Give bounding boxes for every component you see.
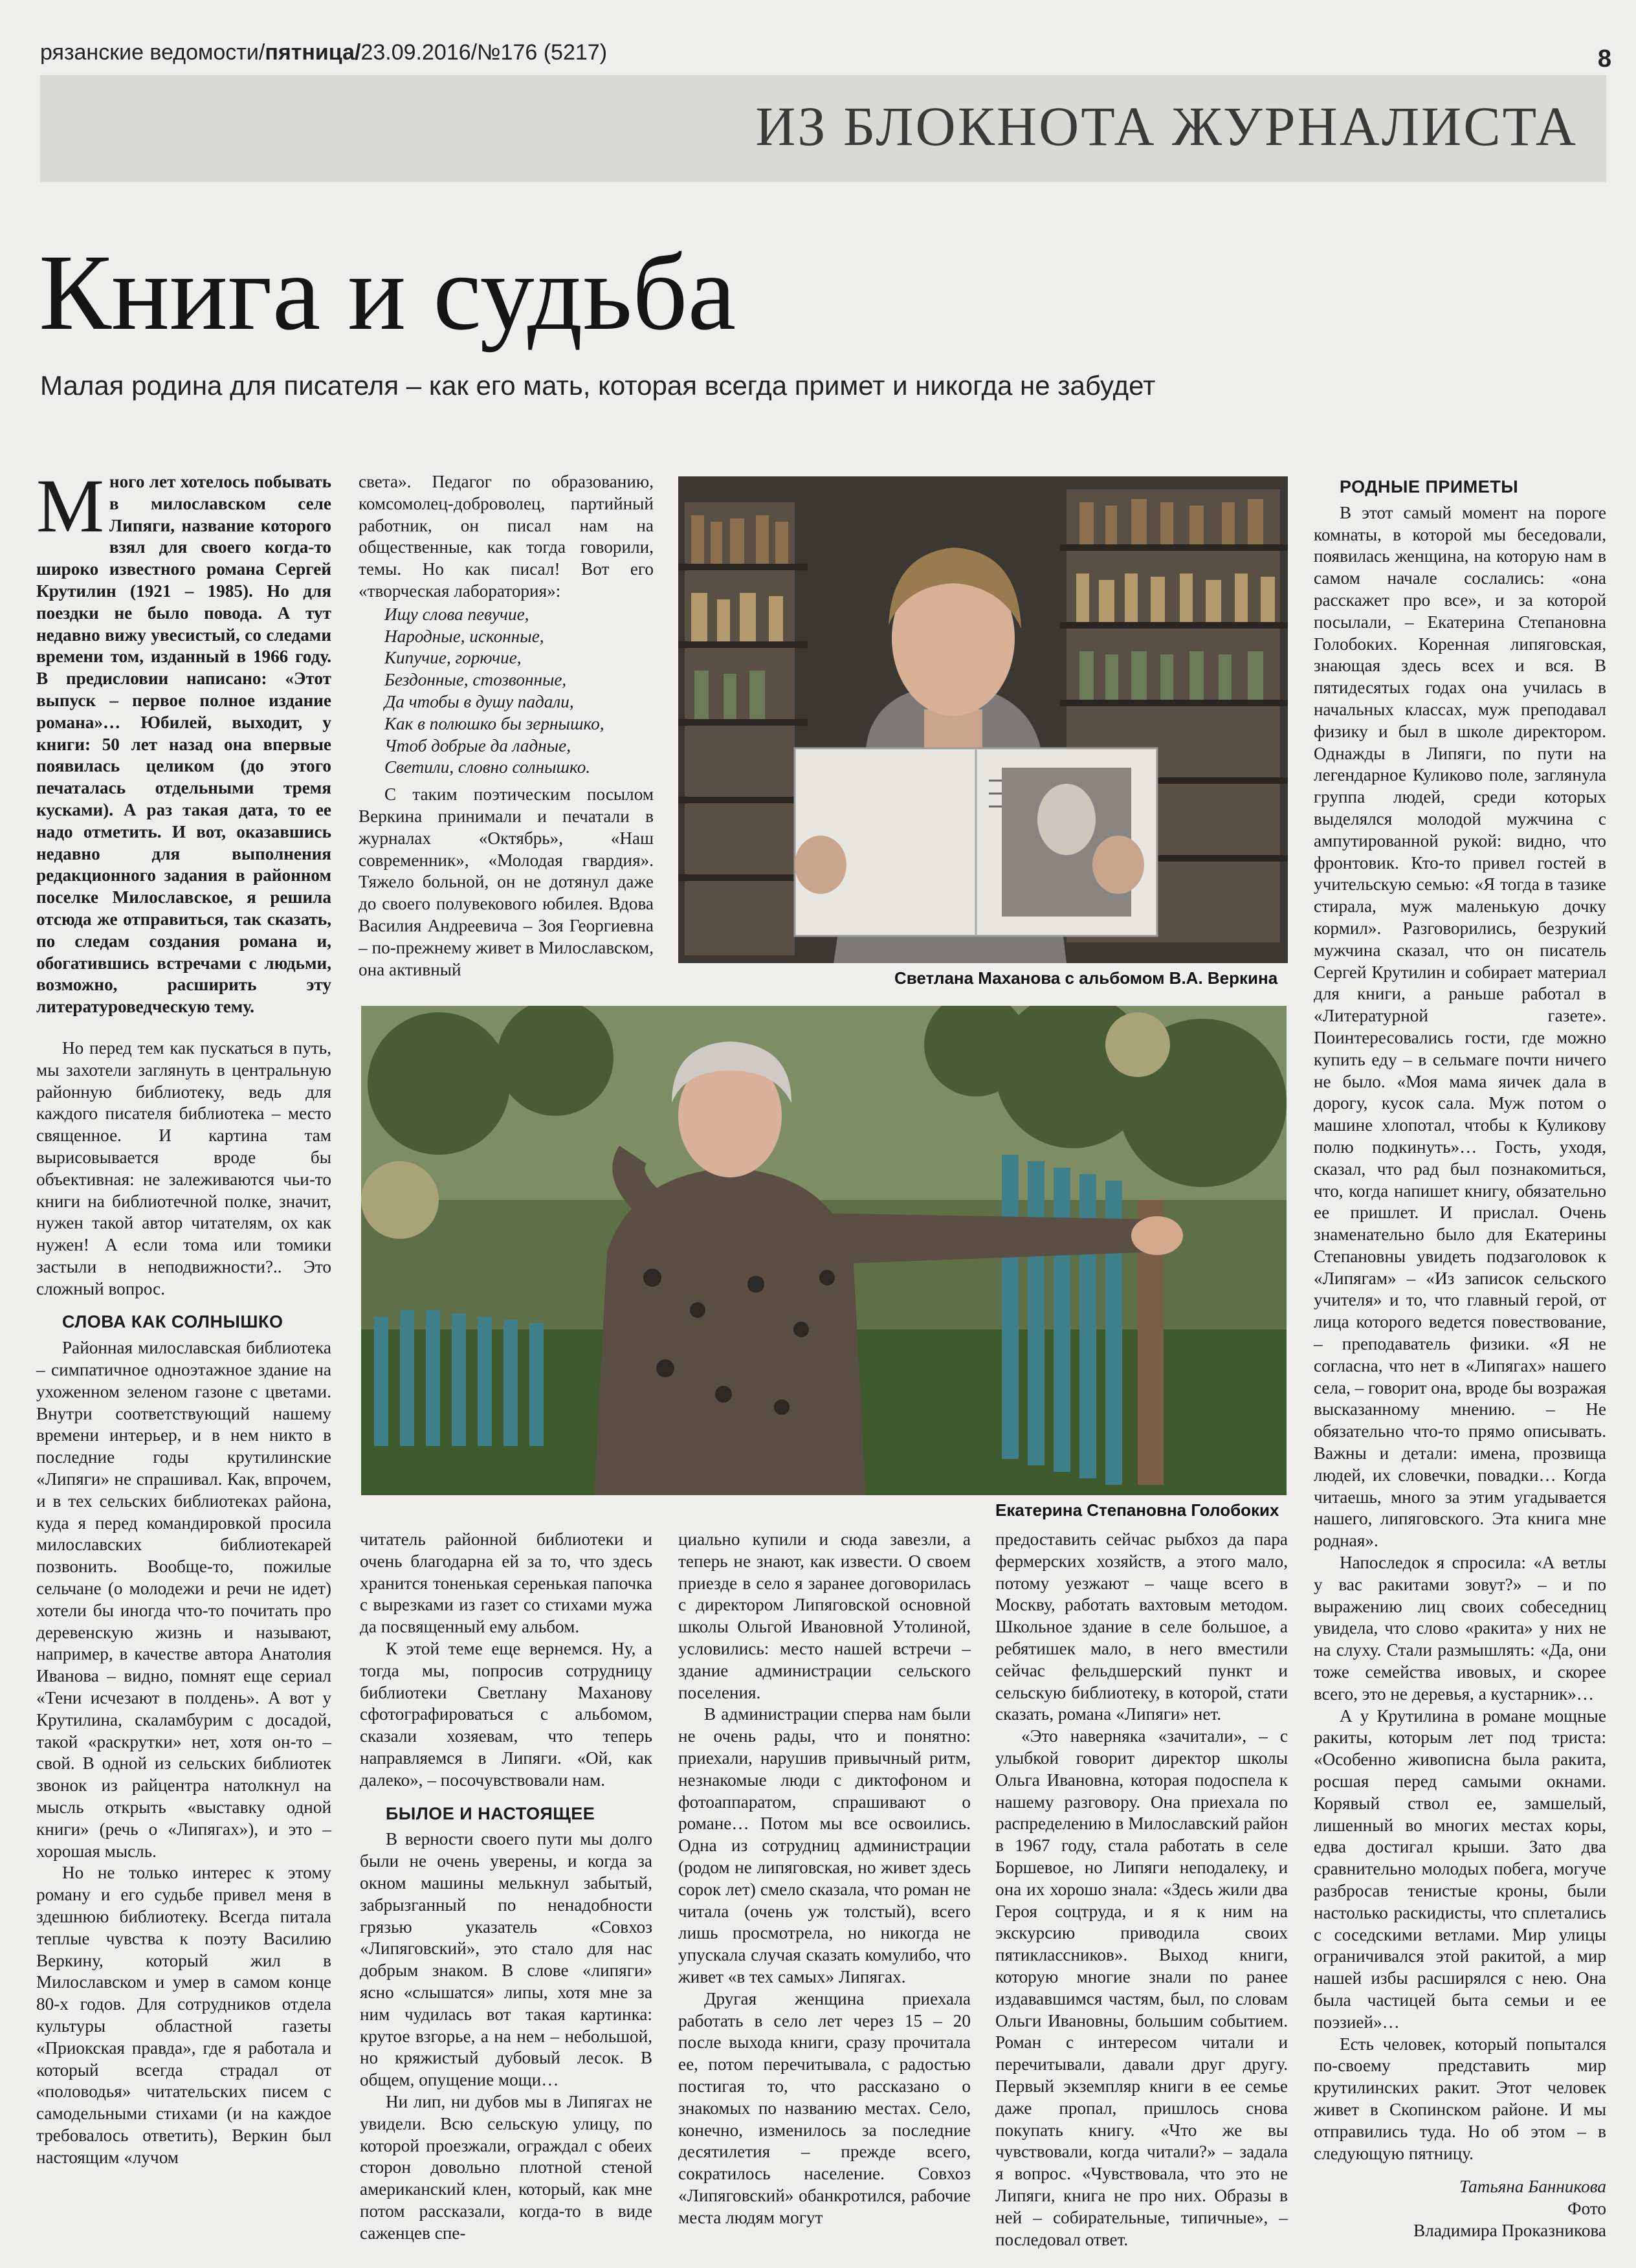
subheading: СЛОВА КАК СОЛНЫШКО: [62, 1312, 283, 1332]
paragraph: читатель районной библиотеки и очень благодарна ей за то, что здесь хранится тоненькая серенькая папочка с вырезками из газет со стихами мужа да посвященный ему альбом.: [360, 1529, 652, 1637]
photo-librarian: [678, 476, 1288, 963]
paragraph: Но перед тем как пускаться в путь, мы захотели заглянуть в центральную районную библиотеку, ведь для каждого писателя библиотека – место священное. И картина там вырисовывается вроде бы объективная: не залеживаются чьи-то книги на библиотечной полке, значит, нужен такой автор читателям, ох как нужен! А если тома или томики застыли в неподвижности?.. Это сложный вопрос.: [36, 1038, 331, 1298]
author-signature: Татьяна Банникова: [1459, 2177, 1606, 2197]
article-subtitle: Малая родина для писателя – как его мать, которая всегда примет и никогда не забудет: [40, 370, 1156, 401]
poem-line: Светили, словно солнышко.: [384, 757, 591, 777]
garden-photo: [361, 1006, 1287, 1495]
paragraph: «Это наверняка «зачитали», – с улыбкой говорит директор школы Ольга Ивановна, которая подоспела к нашему разговору. Она приехала по распределению в Милославский район в 1967 году, стала работать в селе Боршевое, но Липяги неподалеку, и она их хорошо знала: «Здесь жили два Героя соцтруда, и я к ним на экскурсию приводила своих пятиклассников». Выход книги, которую многие знали по ранее издававшимся частям, был, по словам Ольги Ивановны, большим событием. Роман с интересом читали и перечитывали, давали друг другу. Первый экземпляр книги в ее семье даже пропал, пришлось снова покупать книгу. «Что же вы чувствовали, когда читали?» – задала я вопрос. «Чувствовала, что это не Липяги, книга не про них. Образы в ней – собирательные, типичные», – последовал ответ.: [995, 1726, 1288, 2249]
poem-line: Как в полюшко бы зернышко,: [384, 713, 604, 733]
issue-meta: 23.09.2016/№176 (5217): [360, 40, 608, 65]
photo-credit-name: Владимира Проказникова: [1413, 2220, 1606, 2240]
paragraph: Напоследок я спросила: «А ветлы у вас ракитами зовут?» – и по выражению лиц своих собеседниц увидела, что слово «ракита» у них не на слуху. Стали размышлять: «Да, они тоже семейства ивовых, и скорее всего, это не деревья, а кустарник»…: [1314, 1553, 1606, 1704]
poem-line: Ищу слова певучие,: [384, 604, 529, 624]
lead-text: ного лет хотелось побывать в милославском селе Липяги, название которого взял для своего когда-то широко известного романа Сергей Крутилин (1921 – 1985). Но для поездки не было повода. А тут недавно вижу увесистый, со следами времени том, изданный в 1966 году. В предисловии написано: «Этот выпуск – первое полное издание романа»… Юбилей, выходит, у книги: 50 лет назад она впервые появилась целиком (до этого печаталась отдельными тремя кусками). А раз такая дата, то ее надо отметить. И вот, оказавшись недавно для выполнения редакционного задания в районном поселке Милославское, я решила отсюда же отправиться, так сказать, по следам создания романа и, обогатившись встречами с людьми, возможно, расширить эту литературоведческую тему.: [36, 472, 331, 1017]
paragraph: циально купили и сюда завезли, а теперь не знают, как извести. О своем приезде в село я заранее договорилась с директором Липяговской основной школы Ольгой Ивановной Утолиной, условились: место нашей встречи – здание администрации сельского поселения.: [678, 1529, 971, 1702]
paragraph: предоставить сейчас рыбхоз да пара фермерских хозяйств, а этого мало, потому уезжают – чаще всего в Москву, работать вахтовым методом. Школьное здание в селе большое, а ребятишек мало, в него вместили сейчас фельдшерский пункт и сельскую библиотеку, в которой, стати сказать, романа «Липяги» нет.: [995, 1529, 1288, 1724]
section-title: ИЗ БЛОКНОТА ЖУРНАЛИСТА: [755, 95, 1578, 157]
poem-line: Кипучие, горючие,: [384, 648, 522, 668]
paragraph: В администрации сперва нам были не очень рады, что и понятно: приехали, нарушив привычный ритм, незнакомые люди с диктофоном и фотоаппаратом, спрашивают о романе… Потом мы все освоились. Одна из сотрудниц администрации (родом не липяговская, но живет здесь сорок лет) смело сказала, что роман не читала (очень уж толстый), всего лишь просмотрела, но никогда не упускала случая сказать комулибо, что живет «в тех самых» Липягах.: [678, 1704, 971, 1986]
column-2-top: [359, 471, 654, 981]
photo-caption-librarian: Светлана Маханова с альбомом В.А. Веркина: [894, 968, 1278, 988]
page-number: 8: [1597, 45, 1611, 72]
paragraph: В верности своего пути мы долго были не очень уверены, и когда за окном машины мелькнул забытый, забрызганный по ненадобности грязью указатель «Совхоз «Липяговский», это стало для нас добрым знаком. В слове «липяги» ясно «слышатся» липы, хотя мне за ним чудилась вот такая картинка: крутое взгорье, а на нем – небольшой, но кряжистый дубовый лесок. В общем, опущение мощи…: [360, 1829, 652, 2090]
poem: [384, 604, 654, 779]
column-5: [1314, 476, 1606, 2242]
column-4-bottom: [995, 1529, 1288, 2251]
drop-cap: М: [36, 463, 104, 548]
poem-line: Чтоб добрые да ладные,: [384, 735, 571, 755]
paragraph: Есть человек, который попытался по-своему представить мир крутилинских ракит. Этот человек живет в Скопинском районе. И мы отправились туда. Но об этом – в следующую пятницу.: [1314, 2034, 1606, 2163]
poem-line: Да чтобы в душу падали,: [384, 691, 574, 711]
subheading: БЫЛОЕ И НАСТОЯЩЕЕ: [386, 1803, 595, 1823]
paragraph: Районная милославская библиотека – симпатичное одноэтажное здание на ухоженном зеленом газоне с цветами. Внутри соответствующий нашему времени интерьер, и в нем никто в последние годы крутилинские «Липяги» не спрашивал. Как, впрочем, и в тех сельских библиотеках района, куда я перед командировкой просила милославских библиотекарей позвонить. Вообще-то, пожилые сельчане (о молодежи и речи не идет) хотели бы иногда что-то почитать про деревенскую жизнь и называют, например, в качестве автора Анатолия Иванова – видно, помнят еще сериал «Тени исчезают в полдень». А вот у Крутилина, скаламбурим с досадой, такой «раскрутки» нет, хотя он-то – свой. В одной из сельских библиотек звонок из райцентра натолкнул на мысль открыть «выставку одной книги» (речь о «Липягах»), и это – хорошая мысль.: [36, 1338, 331, 1861]
lead-paragraph: [36, 463, 331, 1018]
article-title: Книга и судьба: [39, 232, 736, 353]
subheading: РОДНЫЕ ПРИМЕТЫ: [1340, 477, 1519, 496]
paragraph: В этот самый момент на пороге комнаты, в которой мы беседовали, появилась женщина, на которую нам в самом начале сослались: «она расскажет про все», и за которой посылали, – Екатерина Степановна Голобоких. Коренная липяговская, знающая здесь всех и вся. В пятидесятых годах она училась в начальных классах, муж преподавал физику и был в школе директором. Однажды в Липяги, по пути на легендарное Куликово поле, заглянула группа людей, среди которых выделялся молодой мужчина с ампутированной рукой: видно, что фронтовик. Кто-то привел гостей в учительскую семью: «Я тогда в тазике стирала, муж маленькую дочку кормил». Разговорились, безрукий мужчина сказал, что он писатель Сергей Крутилин и собирает материал для книги, а раньше работал в «Литературной газете». Поинтересовались гости, где можно купить еду – в сельмаге почти ничего не было. «Моя мама яичек дала в дорогу, кусок сала. Муж потом о машине хлопотал, чтобы к Куликову полю подкинуть»… Гость, уходя, сказал, что рад был познакомиться, что, когда напишет книгу, обязательно ее пришлет. И прислал. Очень знаменательно было для Екатерины Степановны увидеть подзаголовок к «Липягам» – «Из записок сельского учителя» и то, что главный герой, от лица которого ведется повествование, – преподаватель физики. «Я не согласна, что нет в «Липягах» нашего села, – говорит она, вроде бы возражая высказанному мнению. – Не обязательно что-то прямо описывать. Важны и детали: имена, прозвища людей, их словечки, повадки… Когда читаешь, много за этим угадывается нашего, липяговского. Эта книга мне родная».: [1314, 502, 1606, 1551]
paragraph: Но не только интерес к этому роману и его судьбе привел меня в здешнюю библиотеку. Всегда питала теплые чувства к поэту Василию Веркину, который жил в Милославском и умер в самом конце 80-х годов. Для сотрудников отдела культуры областной газеты «Приокская правда», где я работала и который всегда страдал от «половодья» читательских писем с самодельными стихами (и на каждое требовалось ответить), Веркин был настоящим «лучом: [36, 1863, 331, 2167]
paragraph: Ни лип, ни дубов мы в Липягах не увидели. Всю сельскую улицу, по которой проезжали, ограждал с обеих сторон довольно плотной стеной американский клен, который, как мне потом рассказали, когда-то в виде саженцев спе-: [360, 2091, 652, 2243]
column-2-bottom: [360, 1529, 652, 2245]
poem-line: Бездонные, стозвонные,: [384, 670, 567, 690]
masthead: [40, 40, 607, 65]
paragraph: света». Педагог по образованию, комсомолец-доброволец, партийный работник, он писал нам на общественные, как тогда говорили, темы. Но как писал! Вот его «творческая лаборатория»:: [359, 472, 654, 601]
paragraph: С таким поэтическим посылом Веркина принимали и печатали в журналах «Октябрь», «Наш современник», «Молодая гвардия». Тяжело больной, он не дотянул даже до своего полувекового юбилея. Вдова Василия Андреевича – Зоя Георгиевна – по-прежнему живет в Милославском, она активный: [359, 784, 654, 979]
poem-line: Народные, исконные,: [384, 626, 544, 646]
column-3-bottom: [678, 1529, 971, 2229]
paper-name: рязанские ведомости/: [40, 40, 265, 65]
paragraph: К этой теме еще вернемся. Ну, а тогда мы, попросив сотрудницу библиотеки Светлану Маханову сфотографироваться с альбомом, сказали хозяевам, что теперь направляемся в Липяги. «Ой, как далеко», – посочувствовали нам.: [360, 1638, 652, 1790]
paragraph: А у Крутилина в романе мощные ракиты, которым лет под триста: «Особенно живописна была ракита, росшая перед самыми окнами. Корявый ствол ее, замшелый, лишенный во многих местах коры, едва достигал крыши. Зато два сравнительно молодых побега, могуче разбросав тенистые кроны, были настолько раскидисты, что сплетались с соседскими ветлами. Мир улицы ограничивался этой ракитой, а мир нашей избы расширялся с нею. Она была частицей быта семьи и ее поэзией»…: [1314, 1706, 1606, 2032]
supplement-name: пятница/: [265, 40, 361, 65]
column-1: [36, 463, 331, 2169]
photo-caption-golobokikh: Екатерина Степановна Голобоких: [995, 1500, 1279, 1520]
bookshelf-photo: [678, 476, 1288, 963]
paragraph: Другая женщина приехала работать в село лет через 15 – 20 после выхода книги, сразу прочитала ее, потом перечитывала, с радостью постигая то, что рассказано о знакомых по названию местах. Село, конечно, изменилось за последние десятилетия – прежде всего, сократилось население. Совхоз «Липяговский» обанкротился, рабочие места людям могут: [678, 1988, 971, 2227]
photo-golobokikh: [361, 1006, 1287, 1495]
photo-credit-label: Фото: [1567, 2199, 1606, 2219]
